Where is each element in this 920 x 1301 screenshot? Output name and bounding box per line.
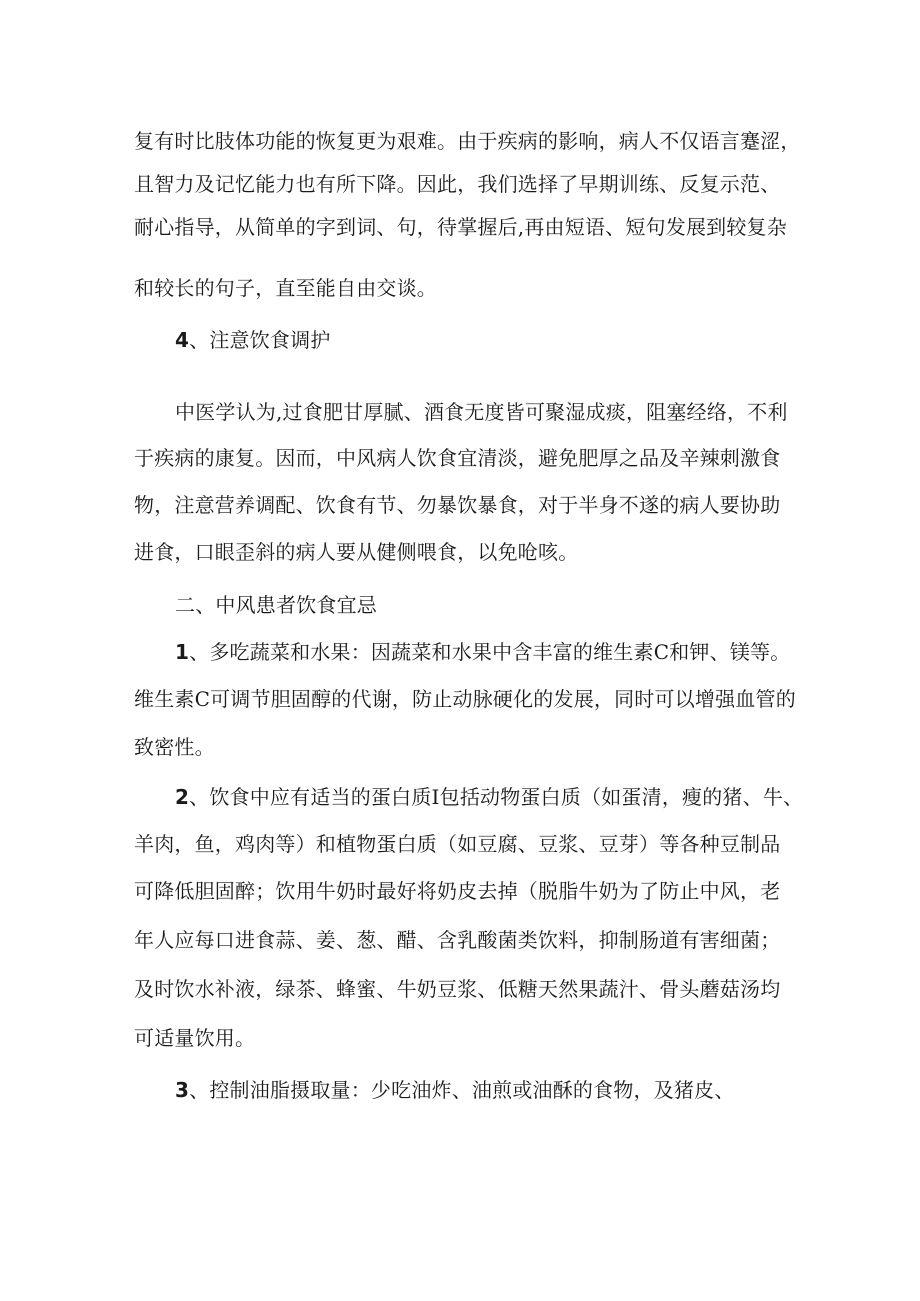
paragraph-line: 于疾病的康复。因而，中风病人饮食宜清淡，避免肥厚之品及辛辣刺激食 (134, 446, 781, 470)
list-item-line: 维生素C可调节胆固醇的代谢，防止动脉硬化的发展，同时可以增强血管的 (134, 687, 796, 711)
list-item-line: 可降低胆固醉；饮用牛奶时最好将奶皮去掉（脱脂牛奶为了防止中风，老 (134, 879, 781, 903)
item-number: 1 (175, 640, 190, 664)
heading-number: 4 (175, 328, 190, 352)
section-title: 二、中风患者饮食宜忌 (175, 593, 377, 617)
section-heading (175, 328, 331, 352)
item-text: 、控制油脂摄取量：少吃油炸、油煎或油酥的食物，及猪皮、 (189, 1078, 735, 1102)
list-item-line (175, 1078, 735, 1102)
list-item-line: 羊肉，鱼，鸡肉等）和植物蛋白质（如豆腐、豆浆、豆芽）等各种豆制品 (134, 832, 781, 856)
list-item-line: 可适量饮用。 (134, 1026, 256, 1050)
list-item-line (175, 785, 803, 809)
paragraph-line: 耐心指导，从简单的字到词、句，待掌握后,再由短语、短句发展到较复杂 (134, 215, 787, 239)
paragraph-line: 和较长的句子，直至能自由交谈。 (134, 276, 437, 300)
paragraph-line: 且智力及记忆能力也有所下降。因此，我们选择了早期训练、反复示范、 (134, 172, 781, 196)
item-number: 2 (175, 785, 190, 809)
item-text: 、多吃蔬菜和水果：因蔬菜和水果中含丰富的维生素C和钾、镁等。 (189, 640, 791, 664)
paragraph-line: 中医学认为,过食肥甘厚腻、酒食无度皆可聚湿成痰，阻塞经络，不利 (175, 400, 788, 424)
paragraph-line: 进食，口眼歪斜的病人要从健侧喂食，以免呛咳。 (134, 540, 579, 564)
list-item-line: 及时饮水补液，绿茶、蜂蜜、牛奶豆浆、低糖天然果蔬汁、骨头蘑菇汤均 (134, 977, 781, 1001)
paragraph-line: 物，注意营养调配、饮食有节、勿暴饮暴食，对于半身不遂的病人要协助 (134, 493, 781, 517)
heading-text: 、注意饮食调护 (189, 328, 331, 352)
list-item-line: 致密性。 (134, 735, 215, 759)
list-item-line: 年人应每口进食蒜、姜、葱、醋、含乳酸菌类饮料，抑制肠道有害细菌； (134, 928, 781, 952)
item-number: 3 (175, 1078, 190, 1102)
paragraph-line: 复有时比肢体功能的恢复更为艰难。由于疾病的影响，病人不仅语言蹇涩， (134, 129, 801, 153)
list-item-line (175, 640, 790, 664)
item-text: 、饮食中应有适当的蛋白质I包括动物蛋白质（如蛋清，瘦的猪、牛、 (189, 785, 804, 809)
